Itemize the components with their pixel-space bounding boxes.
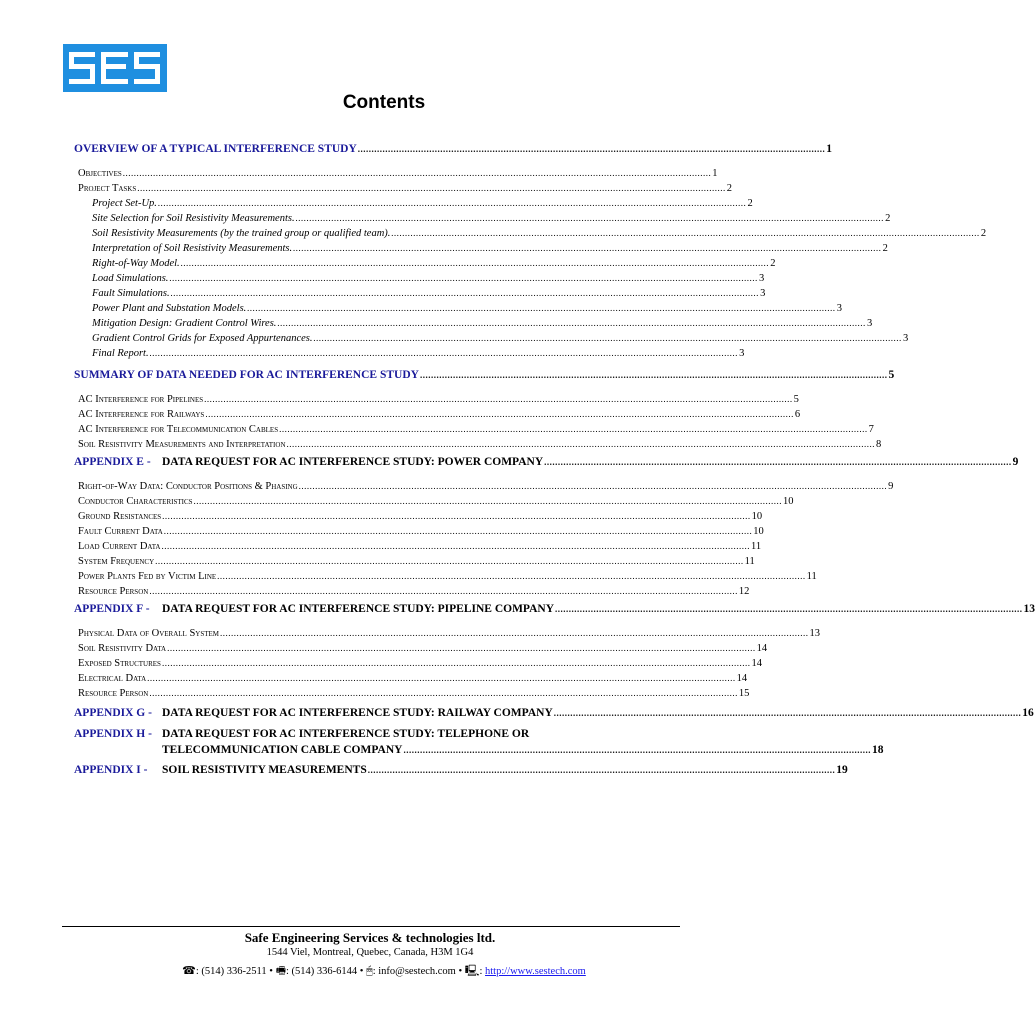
toc-entry[interactable]: Load Simulations. ...................................................................................................................................................................................................................... 3: [92, 273, 765, 284]
toc-entry[interactable]: Fault Current Data ...................................................................................................................................................................................................................... 10: [78, 526, 764, 537]
toc-entry[interactable]: Project Tasks ...................................................................................................................................................................................................................... 2: [78, 183, 733, 194]
fax-icon: 🖷: [275, 964, 286, 977]
toc-entry[interactable]: Exposed Structures ...................................................................................................................................................................................................................... 14: [78, 658, 762, 669]
toc-entry[interactable]: Ground Resistances ...................................................................................................................................................................................................................... 10: [78, 511, 763, 522]
email-address: : info@sestech.com: [372, 966, 456, 977]
mouse-icon: 🖱: [366, 964, 373, 977]
toc-entry-appendix-e[interactable]: APPENDIX E - DATA REQUEST FOR AC INTERFERENCE STUDY: POWER COMPANY .......................................................................................................................................................................... 9: [74, 456, 1019, 468]
toc-entry-appendix-h[interactable]: APPENDIX H - DATA REQUEST FOR AC INTERFERENCE STUDY: TELEPHONE OR TELECOMMUNICATION CABLE COMPANY .......................................................................................................................................................................... 18: [74, 728, 884, 756]
toc-entry[interactable]: Mitigation Design: Gradient Control Wires. ...................................................................................................................................................................................................................... 3: [92, 318, 873, 329]
toc-entry[interactable]: AC Interference for Telecommunication Cables ...................................................................................................................................................................................................................... 7: [78, 424, 874, 435]
toc-leader: ..........................................................................................................................................................................: [357, 144, 826, 154]
toc-entry[interactable]: Right-of-Way Model. ...................................................................................................................................................................................................................... 2: [92, 258, 776, 269]
toc-entry[interactable]: Soil Resistivity Measurements and Interpretation ...................................................................................................................................................................................................................... 8: [78, 439, 882, 450]
toc-entry[interactable]: AC Interference for Railways ...................................................................................................................................................................................................................... 6: [78, 409, 801, 420]
toc-entry[interactable]: Final Report. ...................................................................................................................................................................................................................... 3: [92, 348, 745, 359]
footer-divider: [62, 926, 680, 927]
computer-icon: 🖳: [464, 964, 480, 977]
toc-entry[interactable]: Project Set-Up. ...................................................................................................................................................................................................................... 2: [92, 198, 753, 209]
toc-entry[interactable]: Physical Data of Overall System ...................................................................................................................................................................................................................... 13: [78, 628, 821, 639]
page-title: Contents: [342, 92, 426, 113]
toc-entry[interactable]: Load Current Data ...................................................................................................................................................................................................................... 11: [78, 541, 762, 552]
toc-entry[interactable]: Soil Resistivity Measurements (by the trained group or qualified team). ...................................................................................................................................................................................................................... 2: [92, 228, 987, 239]
toc-page: 1: [826, 143, 833, 155]
toc-entry[interactable]: Power Plant and Substation Models. ...................................................................................................................................................................................................................... 3: [92, 303, 843, 314]
toc-label: OVERVIEW OF A TYPICAL INTERFERENCE STUDY: [74, 143, 357, 155]
toc-entry[interactable]: Gradient Control Grids for Exposed Appurtenances. ...................................................................................................................................................................................................................... 3: [92, 333, 909, 344]
toc-entry[interactable]: Right-of-Way Data: Conductor Positions & Phasing ...................................................................................................................................................................................................................... 9: [78, 481, 894, 492]
toc-entry-appendix-i[interactable]: APPENDIX I - SOIL RESISTIVITY MEASUREMENTS .......................................................................................................................................................................... 19: [74, 764, 848, 776]
toc-entry[interactable]: Conductor Characteristics ...................................................................................................................................................................................................................... 10: [78, 496, 794, 507]
toc-entry[interactable]: Site Selection for Soil Resistivity Measurements. ...................................................................................................................................................................................................................... 2: [92, 213, 891, 224]
company-name: Safe Engineering Services & technologies ltd.: [244, 930, 496, 945]
ses-logo: [63, 44, 167, 92]
toc-entry[interactable]: Resource Person ...................................................................................................................................................................................................................... 12: [78, 586, 750, 597]
toc-entry[interactable]: Resource Person ...................................................................................................................................................................................................................... 15: [78, 688, 750, 699]
phone-icon: ☎: [182, 964, 196, 977]
toc-entry-overview[interactable]: [74, 141, 833, 158]
toc-entry-appendix-g[interactable]: APPENDIX G - DATA REQUEST FOR AC INTERFERENCE STUDY: RAILWAY COMPANY .......................................................................................................................................................................... 16: [74, 707, 1034, 719]
toc-entry[interactable]: Fault Simulations. ...................................................................................................................................................................................................................... 3: [92, 288, 766, 299]
table-of-contents: [74, 141, 1035, 779]
toc-entry[interactable]: AC Interference for Pipelines ...................................................................................................................................................................................................................... 5: [78, 394, 799, 405]
toc-entry[interactable]: Electrical Data ...................................................................................................................................................................................................................... 14: [78, 673, 748, 684]
toc-entry-summary[interactable]: SUMMARY OF DATA NEEDED FOR AC INTERFERENCE STUDY .......................................................................................................................................................................... 5: [74, 369, 895, 381]
company-address: 1544 Viel, Montreal, Quebec, Canada, H3M 1G4: [266, 947, 474, 958]
toc-entry[interactable]: Power Plants Fed by Victim Line ...................................................................................................................................................................................................................... 11: [78, 571, 817, 582]
fax-number: : (514) 336-6144: [285, 966, 358, 977]
contact-line: ☎: (514) 336-2511 • 🖷: (514) 336-6144 • 🖱: info@sestech.com • 🖳: http://www.sestech.com: [182, 964, 586, 977]
toc-entry-appendix-f[interactable]: APPENDIX F - DATA REQUEST FOR AC INTERFERENCE STUDY: PIPELINE COMPANY .......................................................................................................................................................................... 13: [74, 603, 1035, 615]
website-link[interactable]: http://www.sestech.com: [485, 966, 586, 977]
toc-entry[interactable]: Interpretation of Soil Resistivity Measurements. ...................................................................................................................................................................................................................... 2: [92, 243, 888, 254]
toc-entry[interactable]: Soil Resistivity Data ...................................................................................................................................................................................................................... 14: [78, 643, 768, 654]
toc-entry[interactable]: Objectives ...................................................................................................................................................................................................................... 1: [78, 168, 718, 179]
phone-number: : (514) 336-2511: [195, 966, 267, 977]
toc-entry[interactable]: System Frequency ...................................................................................................................................................................................................................... 11: [78, 556, 755, 567]
